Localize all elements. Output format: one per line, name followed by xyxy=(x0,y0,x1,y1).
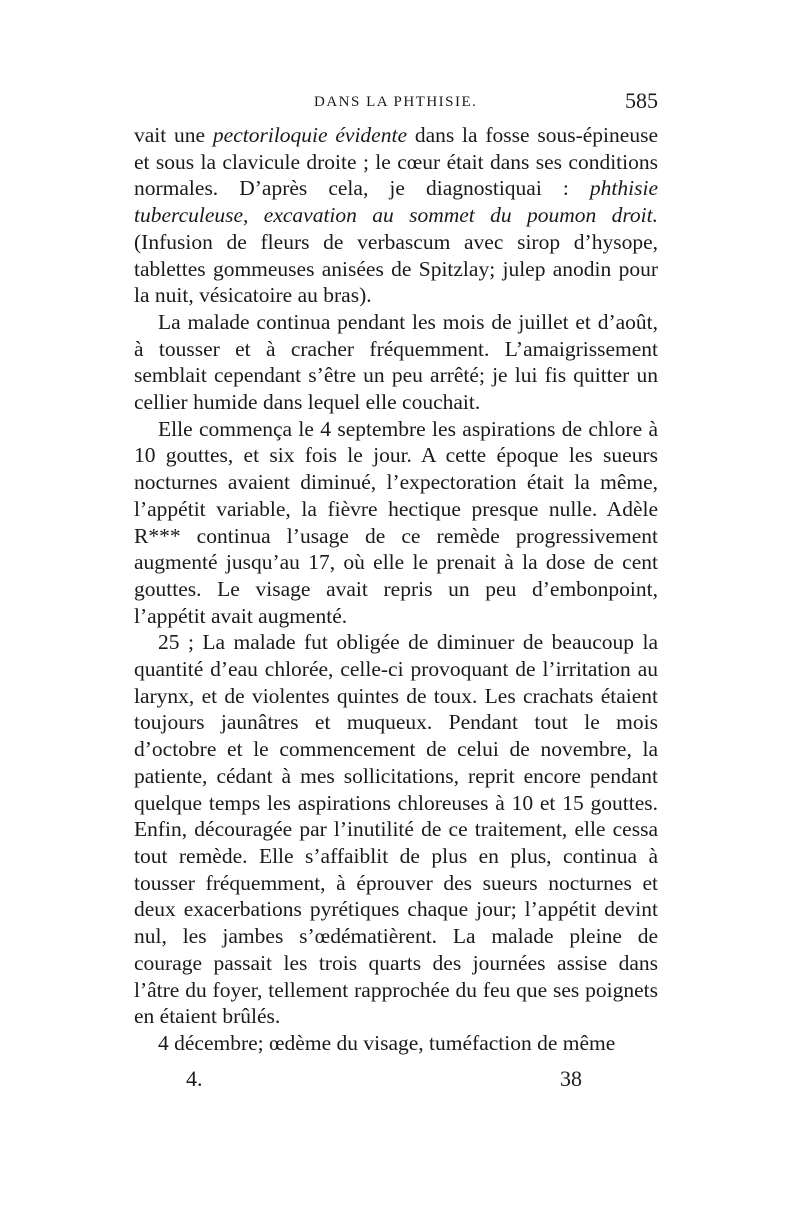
paragraph: 25 ; La malade fut obligée de diminuer de beaucoup la quantité d’eau chlorée, celle-ci provoquant de l’irritation au larynx, et de violentes quintes de toux. Les crachats étaient toujours jaunâtres et muqueux. Pendant tout le mois d’octobre et le commencement de celui de novembre, la patiente, cédant à mes sollicitations, reprit encore pendant quelque temps les aspirations chloreuses à 10 et 15 gouttes. Enfin, découragée par l’inutilité de ce traitement, elle cessa tout remède. Elle s’affaiblit de plus en plus, continua à tousser fréquemment, à éprouver des sueurs nocturnes et deux exacerbations pyrétiques chaque jour; l’appétit devint nul, les jambes s’œdématièrent. La malade pleine de courage passait les trois quarts des journées assise dans l’âtre du foyer, tellement rapprochée du feu que ses poignets en étaient brûlés. xyxy=(134,630,658,1029)
italic-diagnosis: phthisie tuberculeuse, excavation au sommet du poumon droit. xyxy=(134,176,658,228)
paragraph-text: vait une xyxy=(134,123,213,147)
paragraph-continuation xyxy=(134,122,658,309)
running-head xyxy=(134,88,658,118)
signature-mark: 4. xyxy=(186,1066,203,1091)
paragraph: La malade continua pendant les mois de juillet et d’août, à tousser et à cracher fréquemment. L’amaigrissement semblait cependant s’être un peu arrêté; je lui fis quitter un cellier humide dans lequel elle couchait. xyxy=(134,309,658,415)
paragraph: Elle commença le 4 septembre les aspirations de chlore à 10 gouttes, et six fois le jour. A cette époque les sueurs nocturnes avaient diminué, l’expectoration était la même, l’appétit variable, la fièvre hectique presque nulle. Adèle R*** continua l’usage de ce remède progressivement augmenté jusqu’au 17, où elle le prenait à la dose de cent gouttes. Le visage avait repris un peu d’embonpoint, l’appétit avait augmenté. xyxy=(134,416,658,628)
paragraph: 4 décembre; œdème du visage, tuméfaction de même xyxy=(158,1030,616,1055)
running-title: DANS LA PHTHISIE. xyxy=(314,94,478,110)
italic-term: pectoriloquie évidente xyxy=(212,123,407,147)
paragraph-text: dans la fosse sous-épineuse et sous la clavicule droite ; le cœur était dans ses conditions normales. D’après cela, je diagnostiquai : xyxy=(134,123,658,201)
page-number: 585 xyxy=(625,88,658,113)
paragraph-text: (Infusion de fleurs de verbascum avec sirop d’hysope, tablettes gommeuses anisées de Spitzlay; julep anodin pour la nuit, vésicatoire au bras). xyxy=(134,229,658,308)
gathering-number: 38 xyxy=(560,1066,582,1091)
main-text xyxy=(134,122,658,1057)
